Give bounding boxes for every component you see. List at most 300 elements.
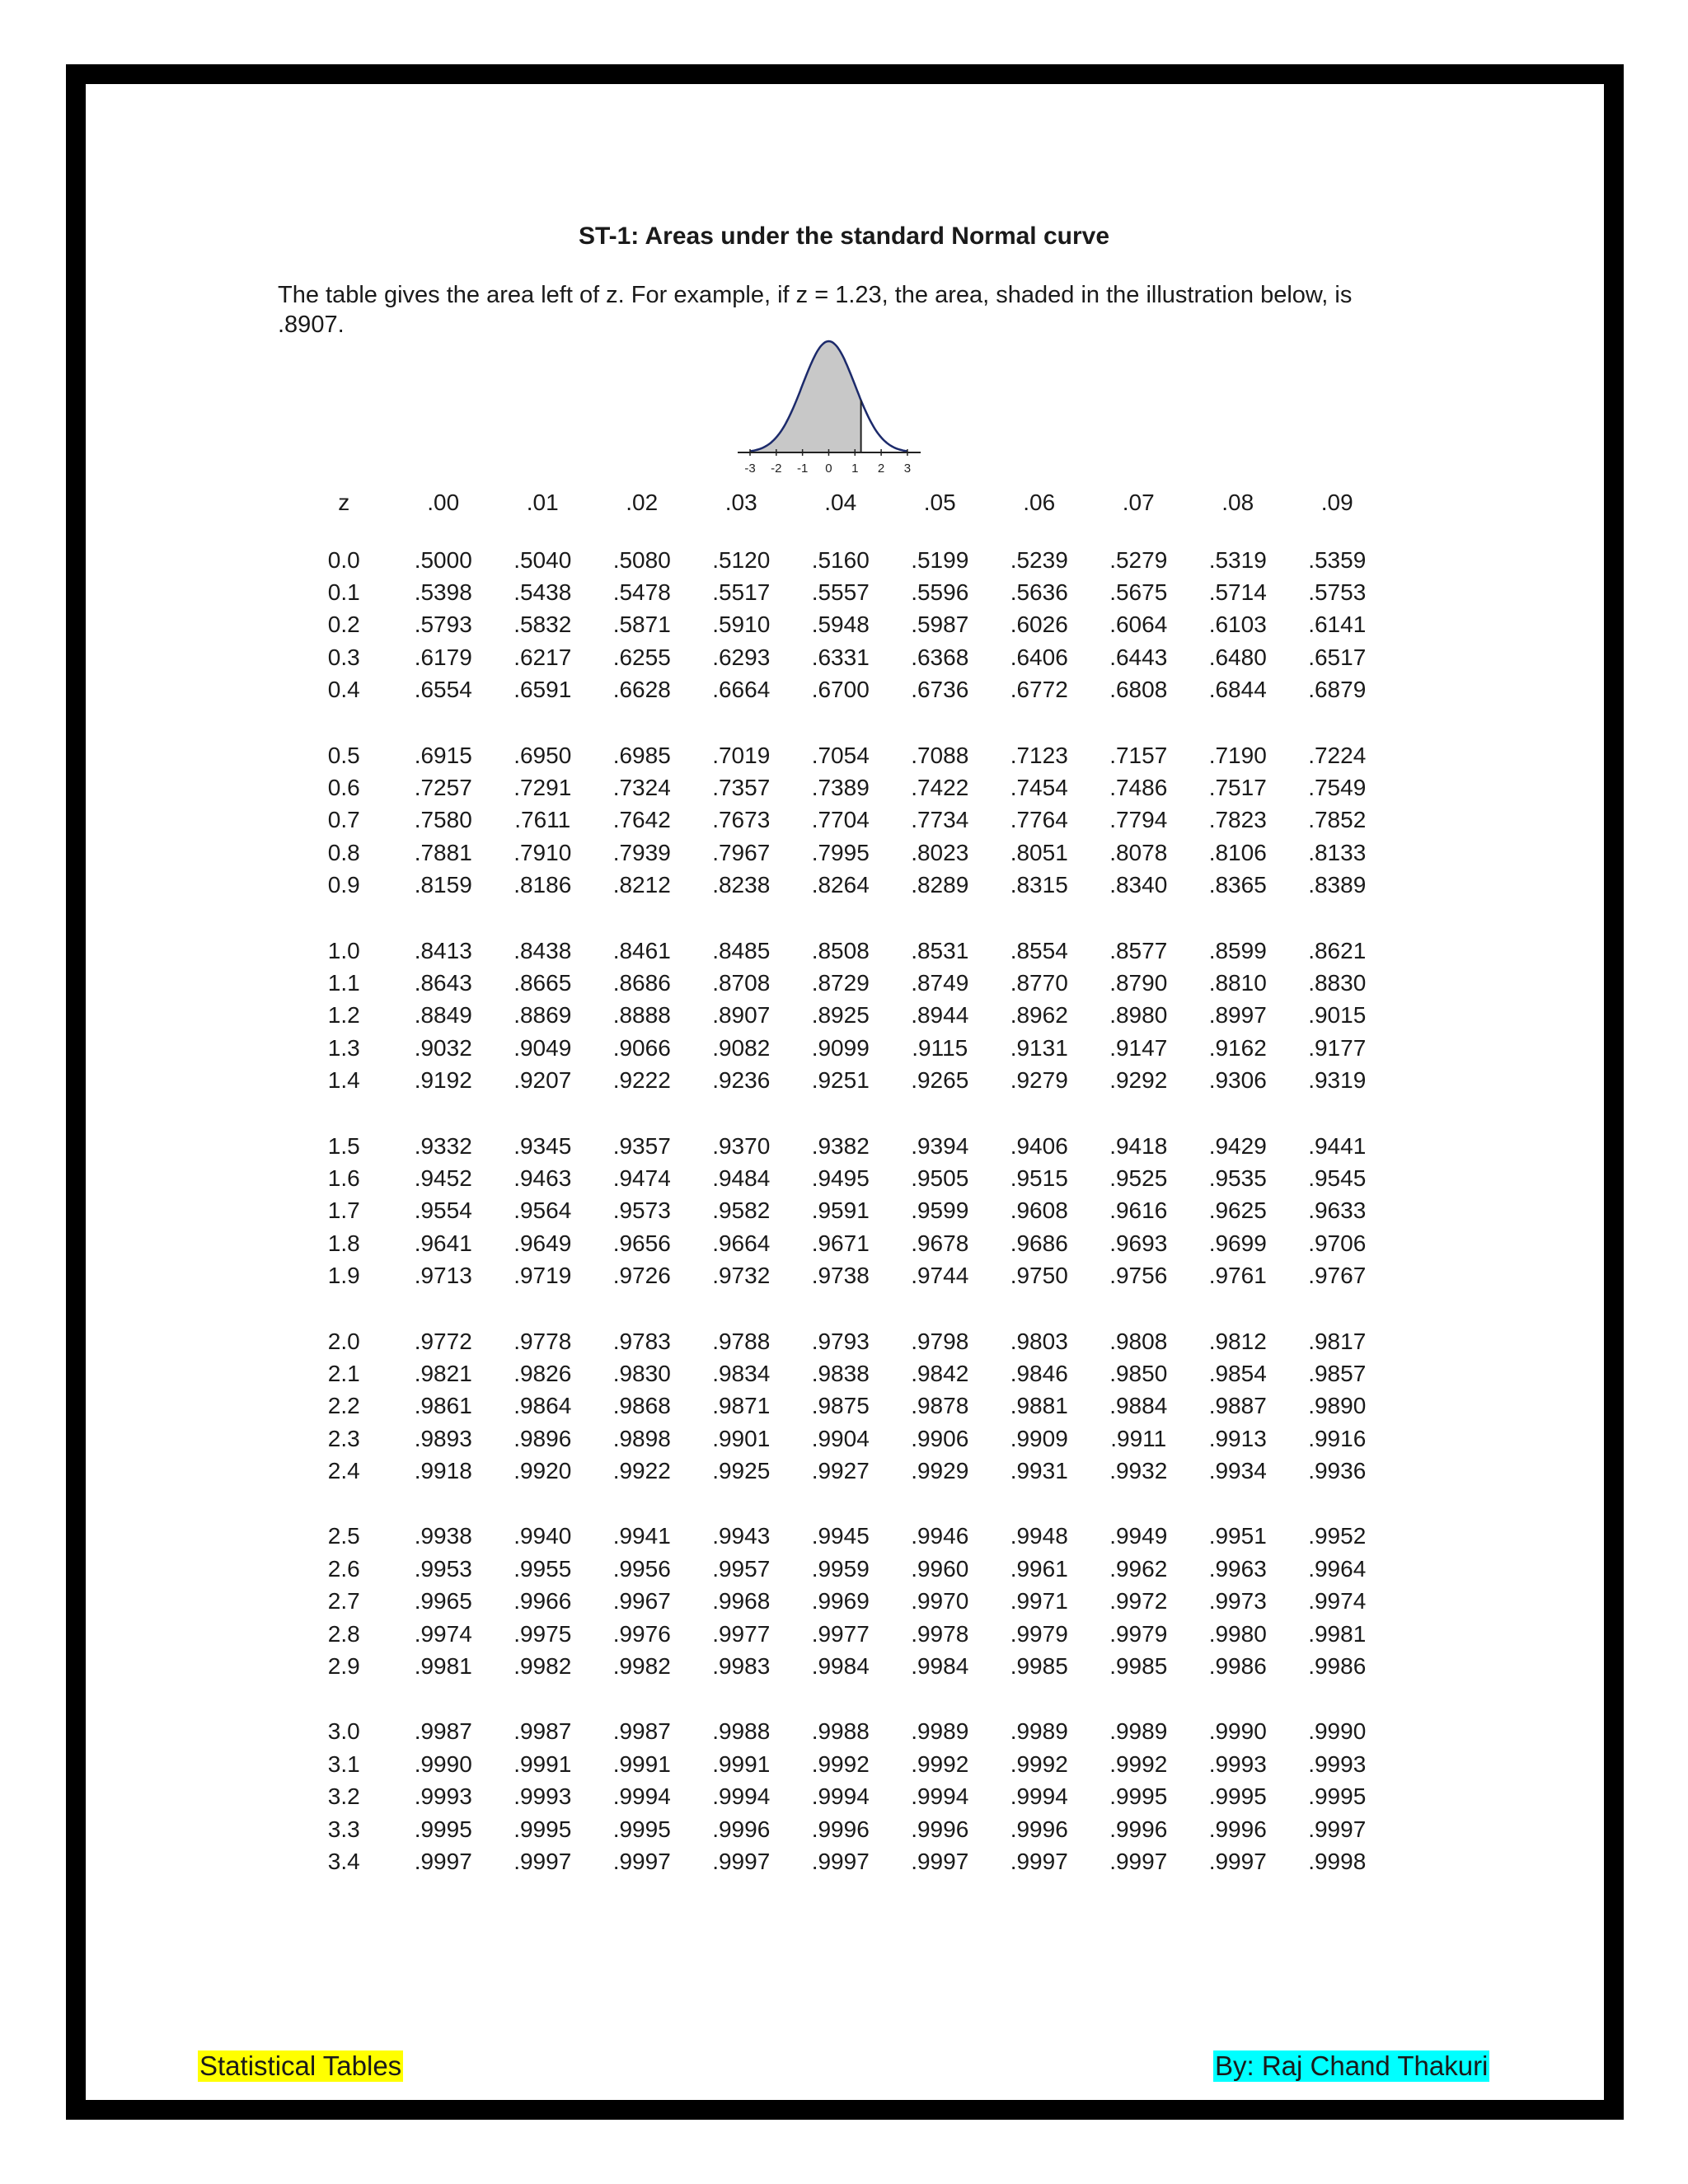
area-cell: .9850	[1109, 1360, 1168, 1386]
area-cell: .6217	[513, 644, 572, 670]
area-cell: .8621	[1308, 937, 1367, 963]
area-cell: .9896	[513, 1425, 572, 1451]
z-value-cell: 0.2	[327, 612, 360, 638]
area-cell: .9980	[1208, 1620, 1267, 1647]
area-cell: .5910	[712, 612, 771, 638]
area-cell: .5987	[911, 612, 969, 638]
area-cell: .9990	[414, 1750, 472, 1777]
area-cell: .9750	[1010, 1263, 1068, 1289]
area-cell: .9960	[911, 1555, 969, 1582]
area-cell: .7642	[612, 807, 671, 833]
area-cell: .9997	[414, 1848, 472, 1874]
area-cell: .9988	[712, 1718, 771, 1745]
area-cell: .9975	[513, 1620, 572, 1647]
area-cell: .8849	[414, 1002, 472, 1029]
area-cell: .9993	[513, 1783, 572, 1810]
area-cell: .9994	[712, 1783, 771, 1810]
area-cell: .6141	[1308, 612, 1367, 638]
area-cell: .9265	[911, 1067, 969, 1094]
area-cell: .7580	[414, 807, 472, 833]
z-value-cell: 1.3	[327, 1034, 360, 1061]
table-row	[294, 1259, 1387, 1291]
area-cell: .7291	[513, 775, 572, 801]
area-cell: .7939	[612, 839, 671, 865]
area-cell: .9463	[513, 1165, 572, 1191]
area-cell: .9904	[811, 1425, 870, 1451]
area-cell: .9535	[1208, 1165, 1267, 1191]
area-cell: .9713	[414, 1263, 472, 1289]
area-cell: .9987	[414, 1718, 472, 1745]
group-gap	[294, 902, 1387, 935]
area-cell: .9893	[414, 1425, 472, 1451]
area-cell: .9115	[912, 1034, 968, 1061]
area-cell: .9990	[1208, 1718, 1267, 1745]
area-cell: .9993	[1308, 1750, 1367, 1777]
area-cell: .5239	[1010, 546, 1068, 573]
intro-text: The table gives the area left of z. For example, if z = 1.23, the area, shaded in the illustration below, is .8907.	[278, 282, 1353, 338]
area-cell: .9994	[1010, 1783, 1068, 1810]
table-row	[294, 935, 1387, 967]
area-cell: .5398	[414, 579, 472, 606]
area-cell: .7157	[1109, 742, 1168, 768]
area-cell: .8051	[1010, 839, 1068, 865]
area-cell: .9864	[513, 1393, 572, 1419]
z-value-cell: 1.1	[327, 969, 360, 996]
area-cell: .8186	[513, 872, 572, 898]
area-cell: .8729	[811, 969, 870, 996]
area-cell: .6985	[612, 742, 671, 768]
area-cell: .9441	[1308, 1132, 1367, 1159]
area-cell: .7257	[414, 775, 472, 801]
area-cell: .9992	[811, 1750, 870, 1777]
area-cell: .6064	[1109, 612, 1168, 638]
area-cell: .5478	[612, 579, 671, 606]
area-cell: .9633	[1308, 1197, 1367, 1224]
z-value-cell: 0.1	[327, 579, 360, 606]
area-cell: .9798	[911, 1328, 969, 1354]
area-cell: .9878	[911, 1393, 969, 1419]
area-cell: .9922	[612, 1458, 671, 1484]
area-cell: .7088	[911, 742, 969, 768]
area-cell: .5596	[911, 579, 969, 606]
z-table	[294, 485, 1387, 1878]
area-cell: .9965	[414, 1588, 472, 1615]
page-title: ST-1: Areas under the standard Normal curve	[578, 223, 1110, 250]
area-cell: .9927	[811, 1458, 870, 1484]
axis-tick-label: -1	[796, 462, 809, 476]
area-cell: .6554	[414, 677, 472, 703]
area-cell: .9834	[712, 1360, 771, 1386]
area-cell: .9767	[1308, 1263, 1367, 1289]
area-cell: .9952	[1308, 1523, 1367, 1549]
area-cell: .6879	[1308, 677, 1367, 703]
area-cell: .8962	[1010, 1002, 1068, 1029]
area-cell: .9974	[414, 1620, 472, 1647]
column-header: .06	[1023, 490, 1056, 515]
area-cell: .9738	[811, 1263, 870, 1289]
table-row	[294, 1455, 1387, 1487]
area-cell: .5714	[1208, 579, 1267, 606]
area-cell: .9941	[612, 1523, 671, 1549]
area-cell: .9995	[1208, 1783, 1267, 1810]
area-cell: .9911	[1110, 1425, 1167, 1451]
axis-tick-label: 0	[825, 462, 832, 476]
area-cell: .9995	[1308, 1783, 1367, 1810]
area-cell: .9918	[414, 1458, 472, 1484]
area-cell: .9783	[612, 1328, 671, 1354]
area-cell: .8023	[911, 839, 969, 865]
area-cell: .8770	[1010, 969, 1068, 996]
area-cell: .9838	[811, 1360, 870, 1386]
z-value-cell: 0.5	[327, 742, 360, 768]
area-cell: .9861	[414, 1393, 472, 1419]
area-cell: .9995	[513, 1816, 572, 1842]
footer-author-label: By: Raj Chand Thakuri	[1215, 2050, 1489, 2081]
area-cell: .9982	[612, 1653, 671, 1680]
area-cell: .9956	[612, 1555, 671, 1582]
area-cell: .9963	[1208, 1555, 1267, 1582]
area-cell: .7995	[811, 839, 870, 865]
z-value-cell: 3.0	[327, 1718, 360, 1745]
area-cell: .9989	[911, 1718, 969, 1745]
area-cell: .9406	[1010, 1132, 1068, 1159]
area-cell: .6255	[612, 644, 671, 670]
table-row	[294, 1195, 1387, 1227]
area-cell: .8869	[513, 1002, 572, 1029]
area-cell: .9979	[1109, 1620, 1168, 1647]
area-cell: .9973	[1208, 1588, 1267, 1615]
area-cell: .9984	[811, 1653, 870, 1680]
area-cell: .9671	[811, 1230, 870, 1256]
table-row	[294, 1521, 1387, 1553]
column-header: .03	[724, 490, 757, 515]
table-row	[294, 576, 1387, 608]
area-cell: .8686	[612, 969, 671, 996]
z-value-cell: 2.8	[327, 1620, 360, 1647]
area-cell: .8944	[911, 1002, 969, 1029]
area-cell: .9972	[1109, 1588, 1168, 1615]
area-cell: .9970	[911, 1588, 969, 1615]
area-cell: .9032	[414, 1034, 472, 1061]
z-value-cell: 0.9	[327, 872, 360, 898]
area-cell: .6808	[1109, 677, 1168, 703]
area-cell: .9984	[911, 1653, 969, 1680]
area-cell: .9484	[712, 1165, 771, 1191]
axis-tick-label: -2	[771, 462, 782, 476]
area-cell: .9881	[1010, 1393, 1068, 1419]
area-cell: .9382	[811, 1132, 870, 1159]
area-cell: .7123	[1010, 742, 1068, 768]
area-cell: .9996	[911, 1816, 969, 1842]
area-cell: .9998	[1308, 1848, 1367, 1874]
table-header-row	[294, 485, 1387, 521]
area-cell: .9649	[513, 1230, 572, 1256]
column-header: .00	[427, 490, 460, 515]
area-cell: .5199	[911, 546, 969, 573]
area-cell: .9049	[513, 1034, 572, 1061]
z-value-cell: 2.2	[327, 1393, 360, 1419]
area-cell: .9641	[414, 1230, 472, 1256]
area-cell: .6664	[712, 677, 771, 703]
area-cell: .9906	[911, 1425, 969, 1451]
area-cell: .9699	[1208, 1230, 1267, 1256]
area-cell: .9015	[1308, 1002, 1367, 1029]
area-cell: .9778	[513, 1328, 572, 1354]
area-cell: .9987	[513, 1718, 572, 1745]
table-row	[294, 1748, 1387, 1780]
z-value-cell: 0.4	[327, 677, 360, 703]
area-cell: .9997	[513, 1848, 572, 1874]
table-row	[294, 544, 1387, 576]
area-cell: .9147	[1109, 1034, 1168, 1061]
area-cell: .9761	[1208, 1263, 1267, 1289]
area-cell: .9920	[513, 1458, 572, 1484]
area-cell: .9991	[612, 1750, 671, 1777]
area-cell: .5359	[1308, 546, 1367, 573]
area-cell: .9929	[911, 1458, 969, 1484]
area-cell: .8133	[1308, 839, 1367, 865]
area-cell: .9582	[712, 1197, 771, 1224]
area-cell: .9846	[1010, 1360, 1068, 1386]
area-cell: .5279	[1109, 546, 1168, 573]
area-cell: .9955	[513, 1555, 572, 1582]
area-cell: .9474	[612, 1165, 671, 1191]
z-value-cell: 0.3	[327, 644, 360, 670]
axis-tick-label: 3	[903, 462, 912, 476]
area-cell: .9996	[1109, 1816, 1168, 1842]
column-header: .04	[824, 490, 857, 515]
area-cell: .9986	[1308, 1653, 1367, 1680]
area-cell: .9931	[1010, 1458, 1068, 1484]
area-cell: .5832	[513, 612, 572, 638]
area-cell: .9545	[1308, 1165, 1367, 1191]
area-cell: .9986	[1208, 1653, 1267, 1680]
area-cell: .9913	[1208, 1425, 1267, 1451]
area-cell: .9686	[1010, 1230, 1068, 1256]
area-cell: .9573	[612, 1197, 671, 1224]
area-cell: .8212	[612, 872, 671, 898]
z-value-cell: 2.5	[327, 1523, 360, 1549]
area-cell: .9706	[1308, 1230, 1367, 1256]
area-cell: .8907	[712, 1002, 771, 1029]
z-value-cell: 0.6	[327, 775, 360, 801]
area-cell: .8665	[513, 969, 572, 996]
area-cell: .9966	[513, 1588, 572, 1615]
area-cell: .8508	[811, 937, 870, 963]
z-value-cell: 1.5	[327, 1132, 360, 1159]
area-cell: .9994	[811, 1783, 870, 1810]
area-cell: .9236	[712, 1067, 771, 1094]
area-cell: .5871	[612, 612, 671, 638]
area-cell: .9961	[1010, 1555, 1068, 1582]
area-cell: .9981	[1308, 1620, 1367, 1647]
area-cell: .8461	[612, 937, 671, 963]
z-value-cell: 0.8	[327, 839, 360, 865]
area-cell: .8997	[1208, 1002, 1267, 1029]
area-cell: .9997	[1208, 1848, 1267, 1874]
z-value-cell: 2.7	[327, 1588, 360, 1615]
table-row	[294, 1716, 1387, 1748]
area-cell: .9726	[612, 1263, 671, 1289]
area-cell: .9812	[1208, 1328, 1267, 1354]
table-row	[294, 771, 1387, 804]
area-cell: .9678	[911, 1230, 969, 1256]
area-cell: .9968	[712, 1588, 771, 1615]
area-cell: .9177	[1308, 1034, 1367, 1061]
area-cell: .9854	[1208, 1360, 1267, 1386]
area-cell: .9554	[414, 1197, 472, 1224]
area-cell: .6700	[811, 677, 870, 703]
area-cell: .9982	[513, 1653, 572, 1680]
area-cell: .9664	[712, 1230, 771, 1256]
area-cell: .5793	[414, 612, 472, 638]
area-cell: .8340	[1109, 872, 1168, 898]
area-cell: .9821	[414, 1360, 472, 1386]
table-row	[294, 739, 1387, 771]
area-cell: .9207	[513, 1067, 572, 1094]
area-cell: .8708	[712, 969, 771, 996]
area-cell: .9842	[911, 1360, 969, 1386]
area-cell: .9826	[513, 1360, 572, 1386]
area-cell: .6950	[513, 742, 572, 768]
area-cell: .9793	[811, 1328, 870, 1354]
z-value-cell: 1.7	[327, 1197, 360, 1224]
area-cell: .8238	[712, 872, 771, 898]
area-cell: .9505	[911, 1165, 969, 1191]
area-cell: .9817	[1308, 1328, 1367, 1354]
area-cell: .8106	[1208, 839, 1267, 865]
area-cell: .9608	[1010, 1197, 1068, 1224]
table-row	[294, 1064, 1387, 1096]
area-cell: .9934	[1208, 1458, 1267, 1484]
table-row	[294, 641, 1387, 673]
area-cell: .7823	[1208, 807, 1267, 833]
table-row	[294, 1357, 1387, 1390]
area-cell: .9978	[911, 1620, 969, 1647]
area-cell: .5517	[712, 579, 771, 606]
area-cell: .9625	[1208, 1197, 1267, 1224]
z-value-cell: 2.3	[327, 1425, 360, 1451]
table-row	[294, 1650, 1387, 1682]
area-cell: .9996	[712, 1816, 771, 1842]
z-value-cell: 3.4	[327, 1848, 360, 1874]
z-value-cell: 2.6	[327, 1555, 360, 1582]
area-cell: .9515	[1010, 1165, 1068, 1191]
area-cell: .5000	[414, 546, 472, 573]
area-cell: .6591	[513, 677, 572, 703]
area-cell: .9948	[1010, 1523, 1068, 1549]
area-cell: .6772	[1010, 677, 1068, 703]
area-cell: .7054	[811, 742, 870, 768]
area-cell: .9964	[1308, 1555, 1367, 1582]
group-gap	[294, 1488, 1387, 1521]
area-cell: .9656	[612, 1230, 671, 1256]
area-cell: .6331	[811, 644, 870, 670]
table-row	[294, 609, 1387, 641]
table-row	[294, 1781, 1387, 1813]
z-value-cell: 3.1	[327, 1750, 360, 1777]
area-cell: .9969	[811, 1588, 870, 1615]
area-cell: .7019	[712, 742, 771, 768]
area-cell: .7517	[1208, 775, 1267, 801]
area-cell: .7794	[1109, 807, 1168, 833]
area-cell: .9989	[1109, 1718, 1168, 1745]
area-cell: .9995	[1109, 1783, 1168, 1810]
area-cell: .7764	[1010, 807, 1068, 833]
column-header: .02	[626, 490, 659, 515]
column-header: .08	[1221, 490, 1254, 515]
area-cell: .9996	[1208, 1816, 1267, 1842]
area-cell: .8531	[911, 937, 969, 963]
table-row	[294, 1422, 1387, 1455]
area-cell: .9936	[1308, 1458, 1367, 1484]
area-cell: .9997	[911, 1848, 969, 1874]
area-cell: .6293	[712, 644, 771, 670]
area-cell: .8643	[414, 969, 472, 996]
area-cell: .9976	[612, 1620, 671, 1647]
area-cell: .9909	[1010, 1425, 1068, 1451]
area-cell: .9808	[1109, 1328, 1168, 1354]
area-cell: .9995	[612, 1816, 671, 1842]
area-cell: .9997	[1010, 1848, 1068, 1874]
area-cell: .9591	[811, 1197, 870, 1224]
area-cell: .9744	[911, 1263, 969, 1289]
area-cell: .7324	[612, 775, 671, 801]
area-cell: .9993	[414, 1783, 472, 1810]
z-value-cell: 0.7	[327, 807, 360, 833]
area-cell: .6844	[1208, 677, 1267, 703]
area-cell: .9345	[513, 1132, 572, 1159]
z-value-cell: 3.2	[327, 1783, 360, 1810]
area-cell: .8830	[1308, 969, 1367, 996]
area-cell: .9979	[1010, 1620, 1068, 1647]
area-cell: .9418	[1109, 1132, 1168, 1159]
area-cell: .9997	[712, 1848, 771, 1874]
area-cell: .9279	[1010, 1067, 1068, 1094]
area-cell: .9996	[811, 1816, 870, 1842]
area-cell: .9987	[612, 1718, 671, 1745]
area-cell: .9989	[1010, 1718, 1068, 1745]
group-gap	[294, 706, 1387, 739]
area-cell: .7967	[712, 839, 771, 865]
table-row	[294, 1032, 1387, 1064]
area-cell: .6368	[911, 644, 969, 670]
area-cell: .9994	[612, 1783, 671, 1810]
area-cell: .7852	[1308, 807, 1367, 833]
z-value-cell: 1.2	[327, 1002, 360, 1029]
area-cell: .8315	[1010, 872, 1068, 898]
area-cell: .9884	[1109, 1393, 1168, 1419]
area-cell: .9564	[513, 1197, 572, 1224]
z-value-cell: 1.9	[327, 1263, 360, 1289]
table-row	[294, 1553, 1387, 1585]
area-cell: .9066	[612, 1034, 671, 1061]
area-cell: .9974	[1308, 1588, 1367, 1615]
area-cell: .9925	[712, 1458, 771, 1484]
area-cell: .9082	[712, 1034, 771, 1061]
area-cell: .5557	[811, 579, 870, 606]
area-cell: .9394	[911, 1132, 969, 1159]
axis-tick-label: -3	[744, 462, 756, 476]
area-cell: .7190	[1208, 742, 1267, 768]
area-cell: .6517	[1308, 644, 1367, 670]
area-cell: .9997	[1109, 1848, 1168, 1874]
area-cell: .8438	[513, 937, 572, 963]
area-cell: .9887	[1208, 1393, 1267, 1419]
area-cell: .9940	[513, 1523, 572, 1549]
area-cell: .9946	[911, 1523, 969, 1549]
area-cell: .8289	[911, 872, 969, 898]
